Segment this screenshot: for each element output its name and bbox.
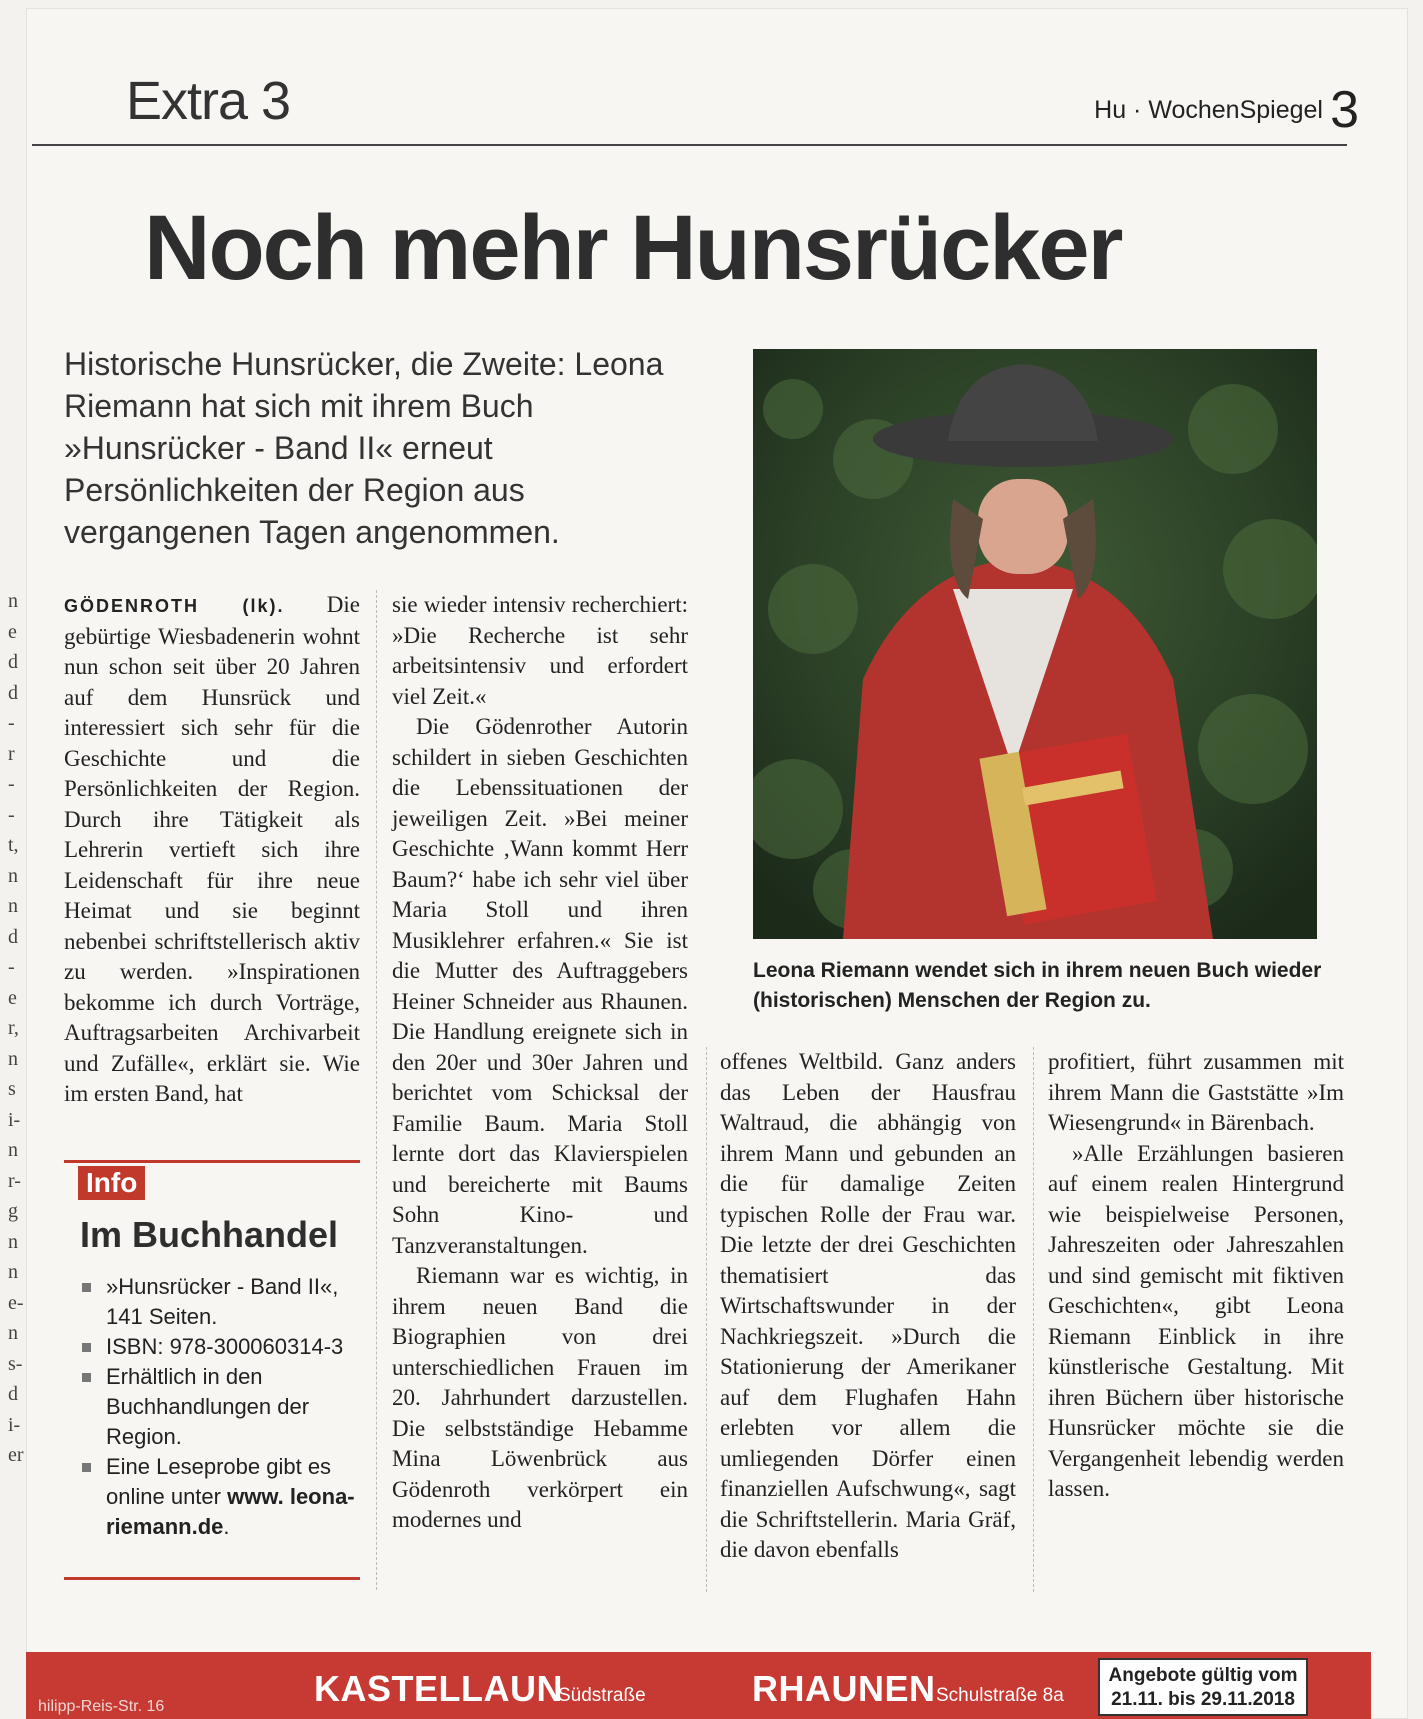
- article-column-2: [392, 590, 688, 1536]
- bleed-fragment: g: [8, 1200, 18, 1222]
- square-bullet-icon: [82, 1283, 91, 1292]
- bleed-fragment: r: [8, 742, 15, 765]
- bleed-fragment: n: [8, 1047, 18, 1070]
- ad-street-rhaunen: Schulstraße 8a: [936, 1685, 1064, 1706]
- square-bullet-icon: [82, 1463, 91, 1472]
- info-box-bottom-rule: [64, 1577, 360, 1580]
- photo-caption: Leona Riemann wendet sich in ihrem neuen Buch wieder (historischen) Menschen der Region zu.: [753, 959, 1322, 1012]
- bleed-fragment: d: [8, 1383, 18, 1405]
- brand-text: Hu · WochenSpiegel: [1094, 96, 1323, 124]
- dateline: GÖDENROTH (lk).: [64, 596, 285, 616]
- ad-offer-box: [1098, 1658, 1308, 1716]
- bleed-fragment: -: [8, 712, 15, 734]
- info-box: [64, 1160, 360, 1580]
- bleed-fragment: d: [8, 681, 18, 704]
- bleed-fragment: d: [8, 651, 18, 673]
- column-4-paragraph-1: profitiert, führt zusammen mit ihrem Mann die Gaststätte »Im Wiesengrund« in Bärenbach.: [1048, 1049, 1344, 1135]
- bleed-fragment: -: [8, 803, 15, 826]
- column-2-paragraph-2: Die Gödenrother Autorin schildert in sieben Geschichten die Lebenssituationen der jeweiligen Zeit. »Bei meiner Geschichte ‚Wann kommt Herr Baum?‘ habe ich sehr viel über Maria Stoll und ihren Musiklehrer erfahren.« Sie ist die Mutter des Auftraggebers Heiner Schneider aus Rhaunen. Die Handlung ereignete sich in den 20er und 30er Jahren und berichtet vom Schicksal der Familie Baum. Maria Stoll lernte dort das Klavierspielen und bereicherte mit Baums Sohn Kino- und Tanzveranstaltungen.: [392, 714, 688, 1258]
- bleed-fragment: n: [8, 590, 18, 612]
- info-list-item: Erhältlich in den Buchhandlungen der Region.: [80, 1362, 355, 1452]
- ad-offer-line-1: Angebote gültig vom: [1108, 1665, 1298, 1686]
- column-2-paragraph-3: Riemann war es wichtig, in ihrem neuen Band die Biographien von drei unterschiedlichen Frauen im 20. Jahrhundert darzustellen. Die selbstständige Hebamme Mina Löwenbrück aus Gödenroth verkörpert ein modernes und: [392, 1263, 688, 1532]
- article-column-4: [1048, 1047, 1344, 1505]
- column-divider: [1033, 1047, 1034, 1592]
- left-page-bleed-text: [0, 590, 24, 1590]
- article-column-1: [64, 590, 360, 1110]
- info-list-item: ISBN: 978-300060314-3: [80, 1332, 355, 1362]
- website-link[interactable]: www. leona-riemann.de: [106, 1484, 355, 1539]
- bleed-fragment: -: [8, 956, 15, 978]
- info-tag: Info: [78, 1166, 145, 1200]
- bleed-fragment: s: [8, 1078, 16, 1100]
- bleed-fragment: n: [8, 895, 18, 917]
- bleed-fragment: t,: [8, 834, 19, 856]
- info-list-item: Eine Leseprobe gibt es online unter www. leona-riemann.de.: [80, 1452, 355, 1542]
- bleed-fragment: n: [8, 1139, 18, 1161]
- article-column-3: [720, 1047, 1016, 1566]
- column-divider: [706, 1047, 707, 1592]
- column-divider: [376, 590, 377, 1590]
- bleed-fragment: i-: [8, 1108, 21, 1131]
- portrait-photo-illustration: [753, 349, 1317, 939]
- bleed-fragment: -: [8, 773, 15, 795]
- bleed-fragment: i-: [8, 1413, 21, 1436]
- square-bullet-icon: [82, 1373, 91, 1382]
- bleed-fragment: e: [8, 620, 17, 643]
- column-3-paragraph-1: offenes Weltbild. Ganz anders das Leben der Hausfrau Waltraud, die abhängig von ihrem Mann und gebunden an die für damalige Zeiten typischen Rolle der Frau war. Die letzte der drei Geschichten thematisiert das Wirtschaftswunder in der Nachkriegszeit. »Durch die Stationierung der Amerikaner auf dem Flughafen Hahn erlebten vor allem die umliegenden Dörfer einen finanziellen Aufschwung«, sagt die Schriftstellerin. Maria Gräf, die davon ebenfalls: [720, 1049, 1016, 1562]
- square-bullet-icon: [82, 1343, 91, 1352]
- bleed-fragment: er: [8, 1444, 24, 1466]
- bleed-fragment: e: [8, 986, 17, 1009]
- column-4-paragraph-2: »Alle Erzählungen basieren auf einem realen Hintergrund wie beispielweise Personen, Jahreszeiten oder Jahreszahlen und sind gemischt mit fiktiven Geschichten«, gibt Leona Riemann Einblick in ihre künstlerische Gestaltung. Mit ihren Büchern über historische Hunsrücker möchte sie die Vergangenheit lebendig werden lassen.: [1048, 1140, 1344, 1501]
- bleed-fragment: d: [8, 925, 18, 948]
- section-title: Extra 3: [126, 71, 291, 131]
- publication-brand: [1094, 96, 1323, 125]
- ad-city-rhaunen: RHAUNEN: [752, 1668, 936, 1709]
- ad-offer-line-2: 21.11. bis 29.11.2018: [1111, 1689, 1295, 1710]
- article-headline: Noch mehr Hunsrücker: [144, 197, 1122, 299]
- page-number: 3: [1330, 81, 1359, 139]
- column-2-paragraph-1: sie wieder intensiv recherchiert: »Die Recherche ist sehr arbeitsintensiv und erfordert viel Zeit.«: [392, 592, 688, 709]
- bleed-fragment: r-: [8, 1169, 21, 1192]
- bleed-fragment: e-: [8, 1291, 24, 1314]
- ad-street-kastellaun: Südstraße: [558, 1685, 646, 1706]
- bleed-fragment: r,: [8, 1017, 19, 1039]
- bleed-fragment: n: [8, 864, 18, 887]
- info-list: [80, 1272, 355, 1542]
- bleed-fragment: s-: [8, 1352, 23, 1375]
- bleed-fragment: n: [8, 1322, 18, 1344]
- ad-address-stub: hilipp-Reis-Str. 16: [38, 1698, 165, 1715]
- article-subhead: Historische Hunsrücker, die Zweite: Leona Riemann hat sich mit ihrem Buch »Hunsrücker - Band II« erneut Persönlichkeiten der Region aus vergangenen Tagen angenommen.: [64, 346, 664, 550]
- info-list-item: »Hunsrücker - Band II«, 141 Seiten.: [80, 1272, 355, 1332]
- info-title: Im Buchhandel: [80, 1214, 339, 1255]
- info-box-top-rule: [64, 1160, 360, 1163]
- article-photo: [753, 349, 1317, 939]
- ad-city-kastellaun: KASTELLAUN: [314, 1668, 563, 1709]
- header-rule: [32, 144, 1347, 146]
- bleed-fragment: n: [8, 1261, 18, 1283]
- column-1-text: Die gebürtige Wiesbadenerin wohnt nun schon seit über 20 Jahren auf dem Hunsrück und interessiert sich sehr für die Geschichte und die Persönlichkeiten der Region. Durch ihre Tätigkeit als Lehrerin vertieft sich ihre Leidenschaft für ihre neue Heimat und sie beginnt nebenbei schriftstellerisch aktiv zu werden. »Inspirationen bekomme ich durch Vorträge, Auftragsarbeiten Archivarbeit und Zufälle«, erklärt sie. Wie im ersten Band, hat: [64, 592, 360, 1106]
- bleed-fragment: n: [8, 1230, 18, 1253]
